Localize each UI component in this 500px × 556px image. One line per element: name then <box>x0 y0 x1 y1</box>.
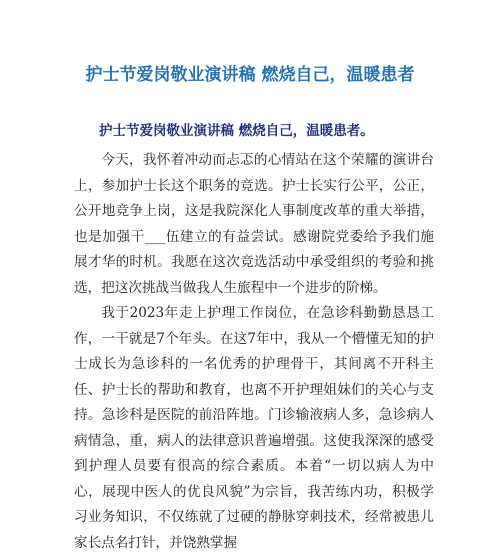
paragraph-1: 今天，我怀着冲动而忐忑的心情站在这个荣耀的演讲台上，参加护士长这个职务的竞选。护士长实行公平，公正，公开地竞争上岗，这是我院深化人事制度改革的重大举措，也是加强干___伍建立的有益尝试。感谢院党委给予我们施展才华的时机。我愿在这次竞选活动中承受组织的考验和挑选，把这次挑战当做我人生旅程中一个进步的阶梯。 <box>74 152 434 296</box>
document-body <box>74 148 434 556</box>
document-title: 护士节爱岗敬业演讲稿 燃烧自己，温暖患者 <box>85 65 415 85</box>
paragraph-2: 我于2023年走上护理工作岗位，在急诊科勤勤恳恳工作，一干就是7个年头。在这7年中，我从一个懵懂无知的护士成长为急诊科的一名优秀的护理骨干，其间离不开科主任、护士长的帮助和教育，也离不开护理姐妹们的关心与支持。急诊科是医院的前沿阵地。门诊输液病人多，急诊病人病情急，重，病人的法律意识普遍增强。这使我深深的感受到护理人员要有很高的综合素质。本着“一切以病人为中心，展现中医人的优良风貌”为宗旨，我苦练内功，积极学习业务知识，不仅练就了过硬的静脉穿刺技术，经常被患儿家长点名打针，并饶熟掌握 <box>74 305 434 551</box>
document-subtitle: 护士节爱岗敬业演讲稿 燃烧自己，温暖患者。 <box>99 123 374 139</box>
